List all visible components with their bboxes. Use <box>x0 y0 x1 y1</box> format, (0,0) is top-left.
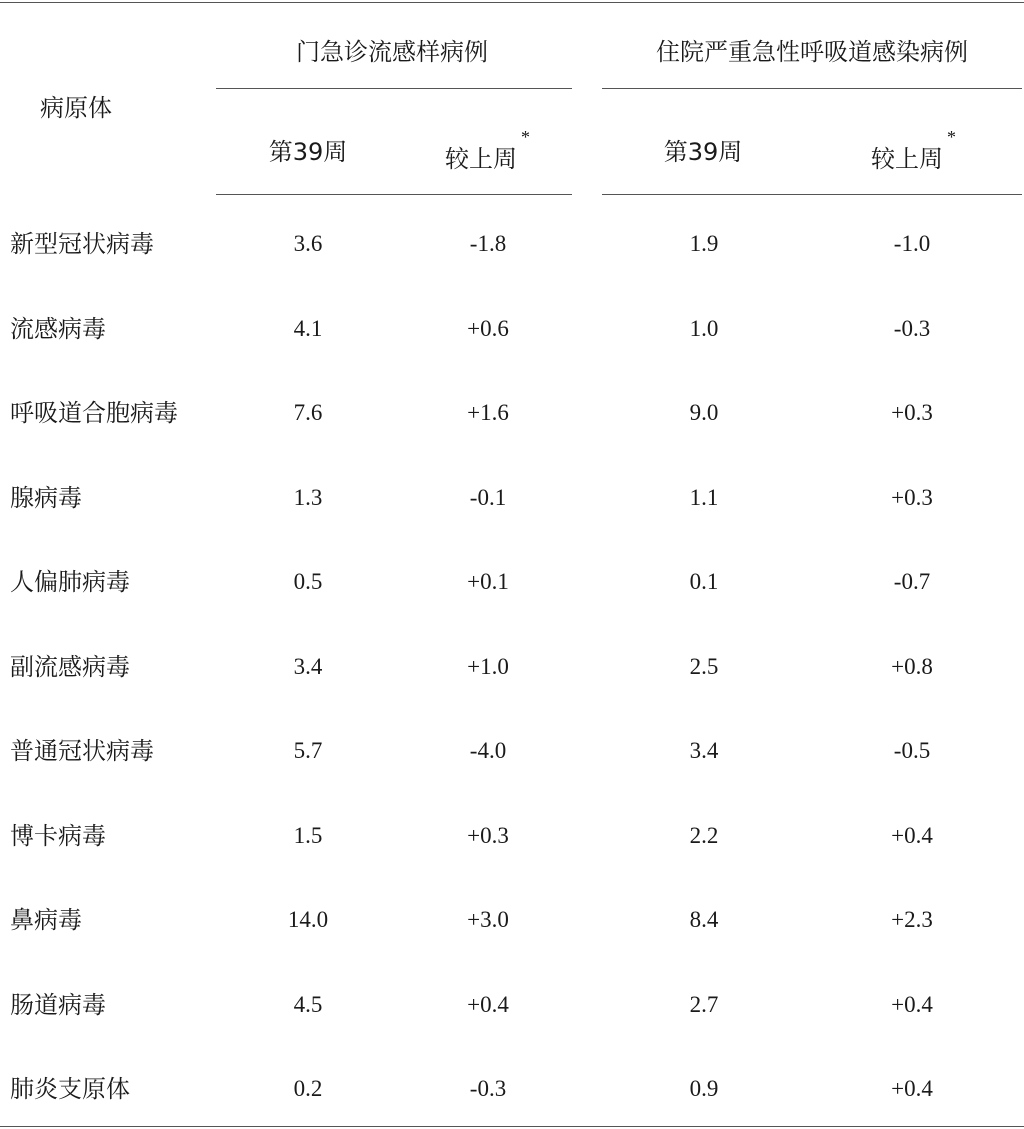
pathogen-name-cell: 副流感病毒 <box>10 653 130 681</box>
outpatient-change-cell: +3.0 <box>467 907 509 932</box>
pathogen-name-cell: 新型冠状病毒 <box>10 230 154 258</box>
outpatient-change-cell: -0.3 <box>469 1076 507 1101</box>
outpatient-change-cell: +0.6 <box>467 316 509 341</box>
pathogen-name-cell: 鼻病毒 <box>10 906 82 934</box>
pathogen-name-cell: 腺病毒 <box>10 484 82 512</box>
inpatient-change-cell: +0.8 <box>891 654 933 679</box>
outpatient-group-header: 门急诊流感样病例 <box>296 38 488 66</box>
outpatient-change-header: 较上周 <box>445 145 517 173</box>
inpatient-group-header: 住院严重急性呼吸道感染病例 <box>656 38 968 66</box>
pathogen-name-cell: 人偏肺病毒 <box>10 568 130 596</box>
pathogen-name-cell: 流感病毒 <box>10 315 106 343</box>
inpatient-week-cell: 3.4 <box>689 738 719 763</box>
inpatient-change-cell: -0.3 <box>893 316 931 341</box>
outpatient-change-cell: -4.0 <box>469 738 507 763</box>
inpatient-week-cell: 0.1 <box>689 569 719 594</box>
inpatient-week-cell: 1.1 <box>689 485 719 510</box>
inpatient-change-cell: +0.3 <box>891 400 933 425</box>
table-top-rule <box>0 2 1024 3</box>
outpatient-week-cell: 0.2 <box>293 1076 323 1101</box>
inpatient-week-cell: 1.9 <box>689 231 719 256</box>
outpatient-change-cell: +0.4 <box>467 992 509 1017</box>
inpatient-change-cell: +2.3 <box>891 907 933 932</box>
outpatient-week-header: 第39周 <box>268 138 348 166</box>
outpatient-group-rule <box>216 88 572 89</box>
pathogen-column-header: 病原体 <box>40 94 112 122</box>
pathogen-name-cell: 博卡病毒 <box>10 822 106 850</box>
outpatient-change-cell: +0.3 <box>467 823 509 848</box>
outpatient-change-cell: -0.1 <box>469 485 507 510</box>
inpatient-week-cell: 8.4 <box>689 907 719 932</box>
outpatient-change-cell: +1.6 <box>467 400 509 425</box>
inpatient-week-cell: 1.0 <box>689 316 719 341</box>
inpatient-week-cell: 0.9 <box>689 1076 719 1101</box>
inpatient-subheader-rule <box>602 194 1022 195</box>
outpatient-week-cell: 1.3 <box>293 485 323 510</box>
pathogen-name-cell: 肠道病毒 <box>10 991 106 1019</box>
outpatient-week-cell: 4.1 <box>293 316 323 341</box>
outpatient-change-marker: * <box>521 127 530 147</box>
table-bottom-rule <box>0 1126 1024 1127</box>
pathogen-name-cell: 普通冠状病毒 <box>10 737 154 765</box>
inpatient-change-cell: +0.3 <box>891 485 933 510</box>
outpatient-week-cell: 3.4 <box>293 654 323 679</box>
inpatient-change-cell: -0.5 <box>893 738 931 763</box>
inpatient-week-cell: 9.0 <box>689 400 719 425</box>
inpatient-week-cell: 2.7 <box>689 992 719 1017</box>
inpatient-change-cell: +0.4 <box>891 823 933 848</box>
outpatient-week-cell: 3.6 <box>293 231 323 256</box>
outpatient-week-cell: 14.0 <box>287 907 329 932</box>
pathogen-name-cell: 肺炎支原体 <box>10 1075 130 1103</box>
inpatient-week-header: 第39周 <box>663 138 743 166</box>
inpatient-week-cell: 2.2 <box>689 823 719 848</box>
outpatient-week-cell: 0.5 <box>293 569 323 594</box>
inpatient-week-cell: 2.5 <box>689 654 719 679</box>
outpatient-subheader-rule <box>216 194 572 195</box>
inpatient-group-rule <box>602 88 1022 89</box>
inpatient-change-cell: -0.7 <box>893 569 931 594</box>
inpatient-change-cell: +0.4 <box>891 992 933 1017</box>
outpatient-change-cell: +1.0 <box>467 654 509 679</box>
inpatient-change-cell: +0.4 <box>891 1076 933 1101</box>
inpatient-change-marker: * <box>947 127 956 147</box>
outpatient-week-cell: 1.5 <box>293 823 323 848</box>
outpatient-change-cell: +0.1 <box>467 569 509 594</box>
outpatient-change-cell: -1.8 <box>469 231 507 256</box>
inpatient-change-header: 较上周 <box>871 145 943 173</box>
inpatient-change-cell: -1.0 <box>893 231 931 256</box>
outpatient-week-cell: 4.5 <box>293 992 323 1017</box>
outpatient-week-cell: 5.7 <box>293 738 323 763</box>
outpatient-week-cell: 7.6 <box>293 400 323 425</box>
pathogen-name-cell: 呼吸道合胞病毒 <box>10 399 178 427</box>
